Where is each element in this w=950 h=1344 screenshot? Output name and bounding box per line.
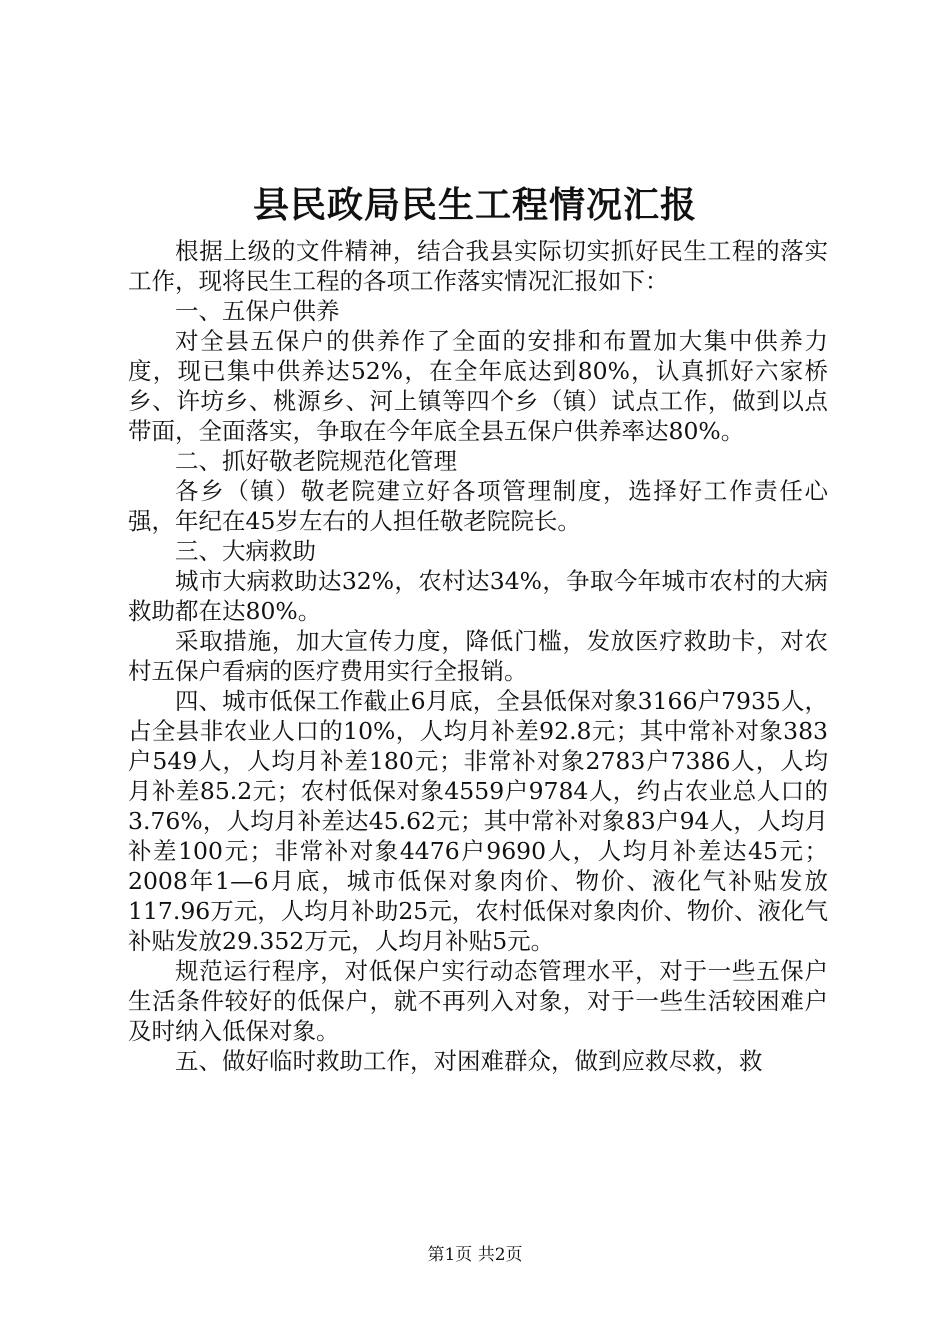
section-heading-2: 二、抓好敬老院规范化管理 [175, 447, 457, 475]
paragraph-5: 五、做好临时救助工作，对困难群众，做到应救尽救，救 [175, 1047, 763, 1075]
section-heading-3: 三、大病救助 [175, 537, 316, 565]
paragraph-3a: 城市大病救助达32%，农村达34%，争取今年城市农村的大病救助都在达80%。 [128, 567, 828, 625]
paragraph-4: 四、城市低保工作截止6月底，全县低保对象3166户7935人，占全县非农业人口的10%，人均月补差92.8元；其中常补对象383户549人，人均月补差180元；非常补对象2783户7386人，人均月补差85.2元；农村低保对象4559户9784人，约占农业总人口的3.76%，人均月补差达45.62元；其中常补对象83户94人，人均月补差100元；非常补对象4476户9690人，人均月补差达45元；2008年1—6月底，城市低保对象肉价、物价、液化气补贴发放117.96万元，人均月补助25元，农村低保对象肉价、物价、液化气补贴发放29.352万元，人均月补贴5元。 [128, 687, 828, 955]
paragraph-4b: 规范运行程序，对低保户实行动态管理水平，对于一些五保户生活条件较好的低保户，就不再列入对象，对于一些生活较困难户及时纳入低保对象。 [128, 957, 828, 1045]
paragraph-1: 对全县五保户的供养作了全面的安排和布置加大集中供养力度，现已集中供养达52%，在全年底达到80%，认真抓好六家桥乡、许坊乡、桃源乡、河上镇等四个乡（镇）试点工作，做到以点带面，全面落实，争取在今年底全县五保户供养率达80%。 [128, 327, 828, 445]
document-body [128, 236, 828, 1076]
paragraph-3b: 采取措施，加大宣传力度，降低门槛，发放医疗救助卡，对农村五保户看病的医疗费用实行全报销。 [128, 627, 828, 685]
section-heading-1: 一、五保户供养 [175, 297, 340, 325]
document-title: 县民政局民生工程情况汇报 [252, 184, 697, 226]
page-number: 第1页 共2页 [427, 1245, 523, 1265]
paragraph-intro: 根据上级的文件精神，结合我县实际切实抓好民生工程的落实工作，现将民生工程的各项工作落实情况汇报如下： [128, 237, 828, 295]
paragraph-2: 各乡（镇）敬老院建立好各项管理制度，选择好工作责任心强，年纪在45岁左右的人担任敬老院院长。 [128, 477, 828, 535]
